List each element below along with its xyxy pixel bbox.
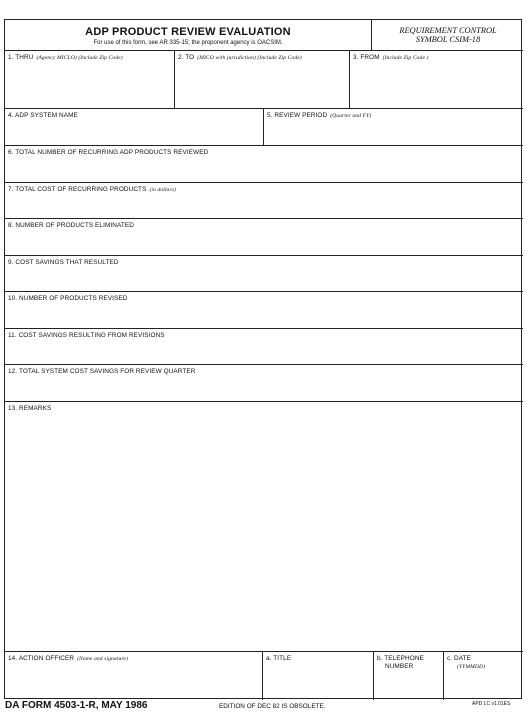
form-header xyxy=(5,20,371,50)
form-subtitle: For use of this form, see AR 335-15; the proponent agency is OACSIM. xyxy=(93,40,283,46)
date-field[interactable]: c. DATE (YYMMDD) xyxy=(443,651,523,700)
action-officer-field[interactable]: 14. ACTION OFFICER (Name and signature) xyxy=(5,651,262,700)
total-system-savings-field[interactable]: 12. TOTAL SYSTEM COST SAVINGS FOR REVIEW QUARTER xyxy=(5,364,523,401)
remarks-field[interactable]: 13. REMARKS xyxy=(5,401,523,651)
review-period-field[interactable]: 5. REVIEW PERIOD (Quarter and FY) xyxy=(263,108,523,145)
form-title: ADP PRODUCT REVIEW EVALUATION xyxy=(85,26,291,38)
thru-field[interactable]: 1. THRU (Agency MICLO) (Include Zip Code) xyxy=(5,50,174,108)
adp-system-name-field[interactable]: 4. ADP SYSTEM NAME xyxy=(5,108,263,145)
telephone-field[interactable]: b. TELEPHONE NUMBER xyxy=(373,651,443,700)
form-number: DA FORM 4503-1-R, MAY 1986 xyxy=(5,700,148,711)
da-form-4503 xyxy=(4,19,522,699)
from-field[interactable]: 3. FROM (Include Zip Code ) xyxy=(349,50,523,108)
requirement-control-symbol: REQUIREMENT CONTROL SYMBOL CSIM-18 xyxy=(399,26,497,44)
total-cost-field[interactable]: 7. TOTAL COST OF RECURRING PRODUCTS (in dollars) xyxy=(5,182,523,218)
total-recurring-products-field[interactable]: 6. TOTAL NUMBER OF RECURRING ADP PRODUCTS REVIEWED xyxy=(5,145,523,182)
cost-savings-field[interactable]: 9. COST SAVINGS THAT RESULTED xyxy=(5,255,523,291)
products-revised-field[interactable]: 10. NUMBER OF PRODUCTS REVISED xyxy=(5,291,523,328)
products-eliminated-field[interactable]: 8. NUMBER OF PRODUCTS ELIMINATED xyxy=(5,218,523,255)
requirement-control-box xyxy=(371,20,523,50)
version-label: APD LC v1.01ES xyxy=(472,701,511,707)
to-field[interactable]: 2. TO (MICO with jurisdiction) (Include Zip Code) xyxy=(174,50,349,108)
officer-title-field[interactable]: a. TITLE xyxy=(262,651,373,700)
savings-from-revisions-field[interactable]: 11. COST SAVINGS RESULTING FROM REVISIONS xyxy=(5,328,523,364)
edition-notice: EDITION OF DEC 82 IS OBSOLETE. xyxy=(219,703,326,710)
